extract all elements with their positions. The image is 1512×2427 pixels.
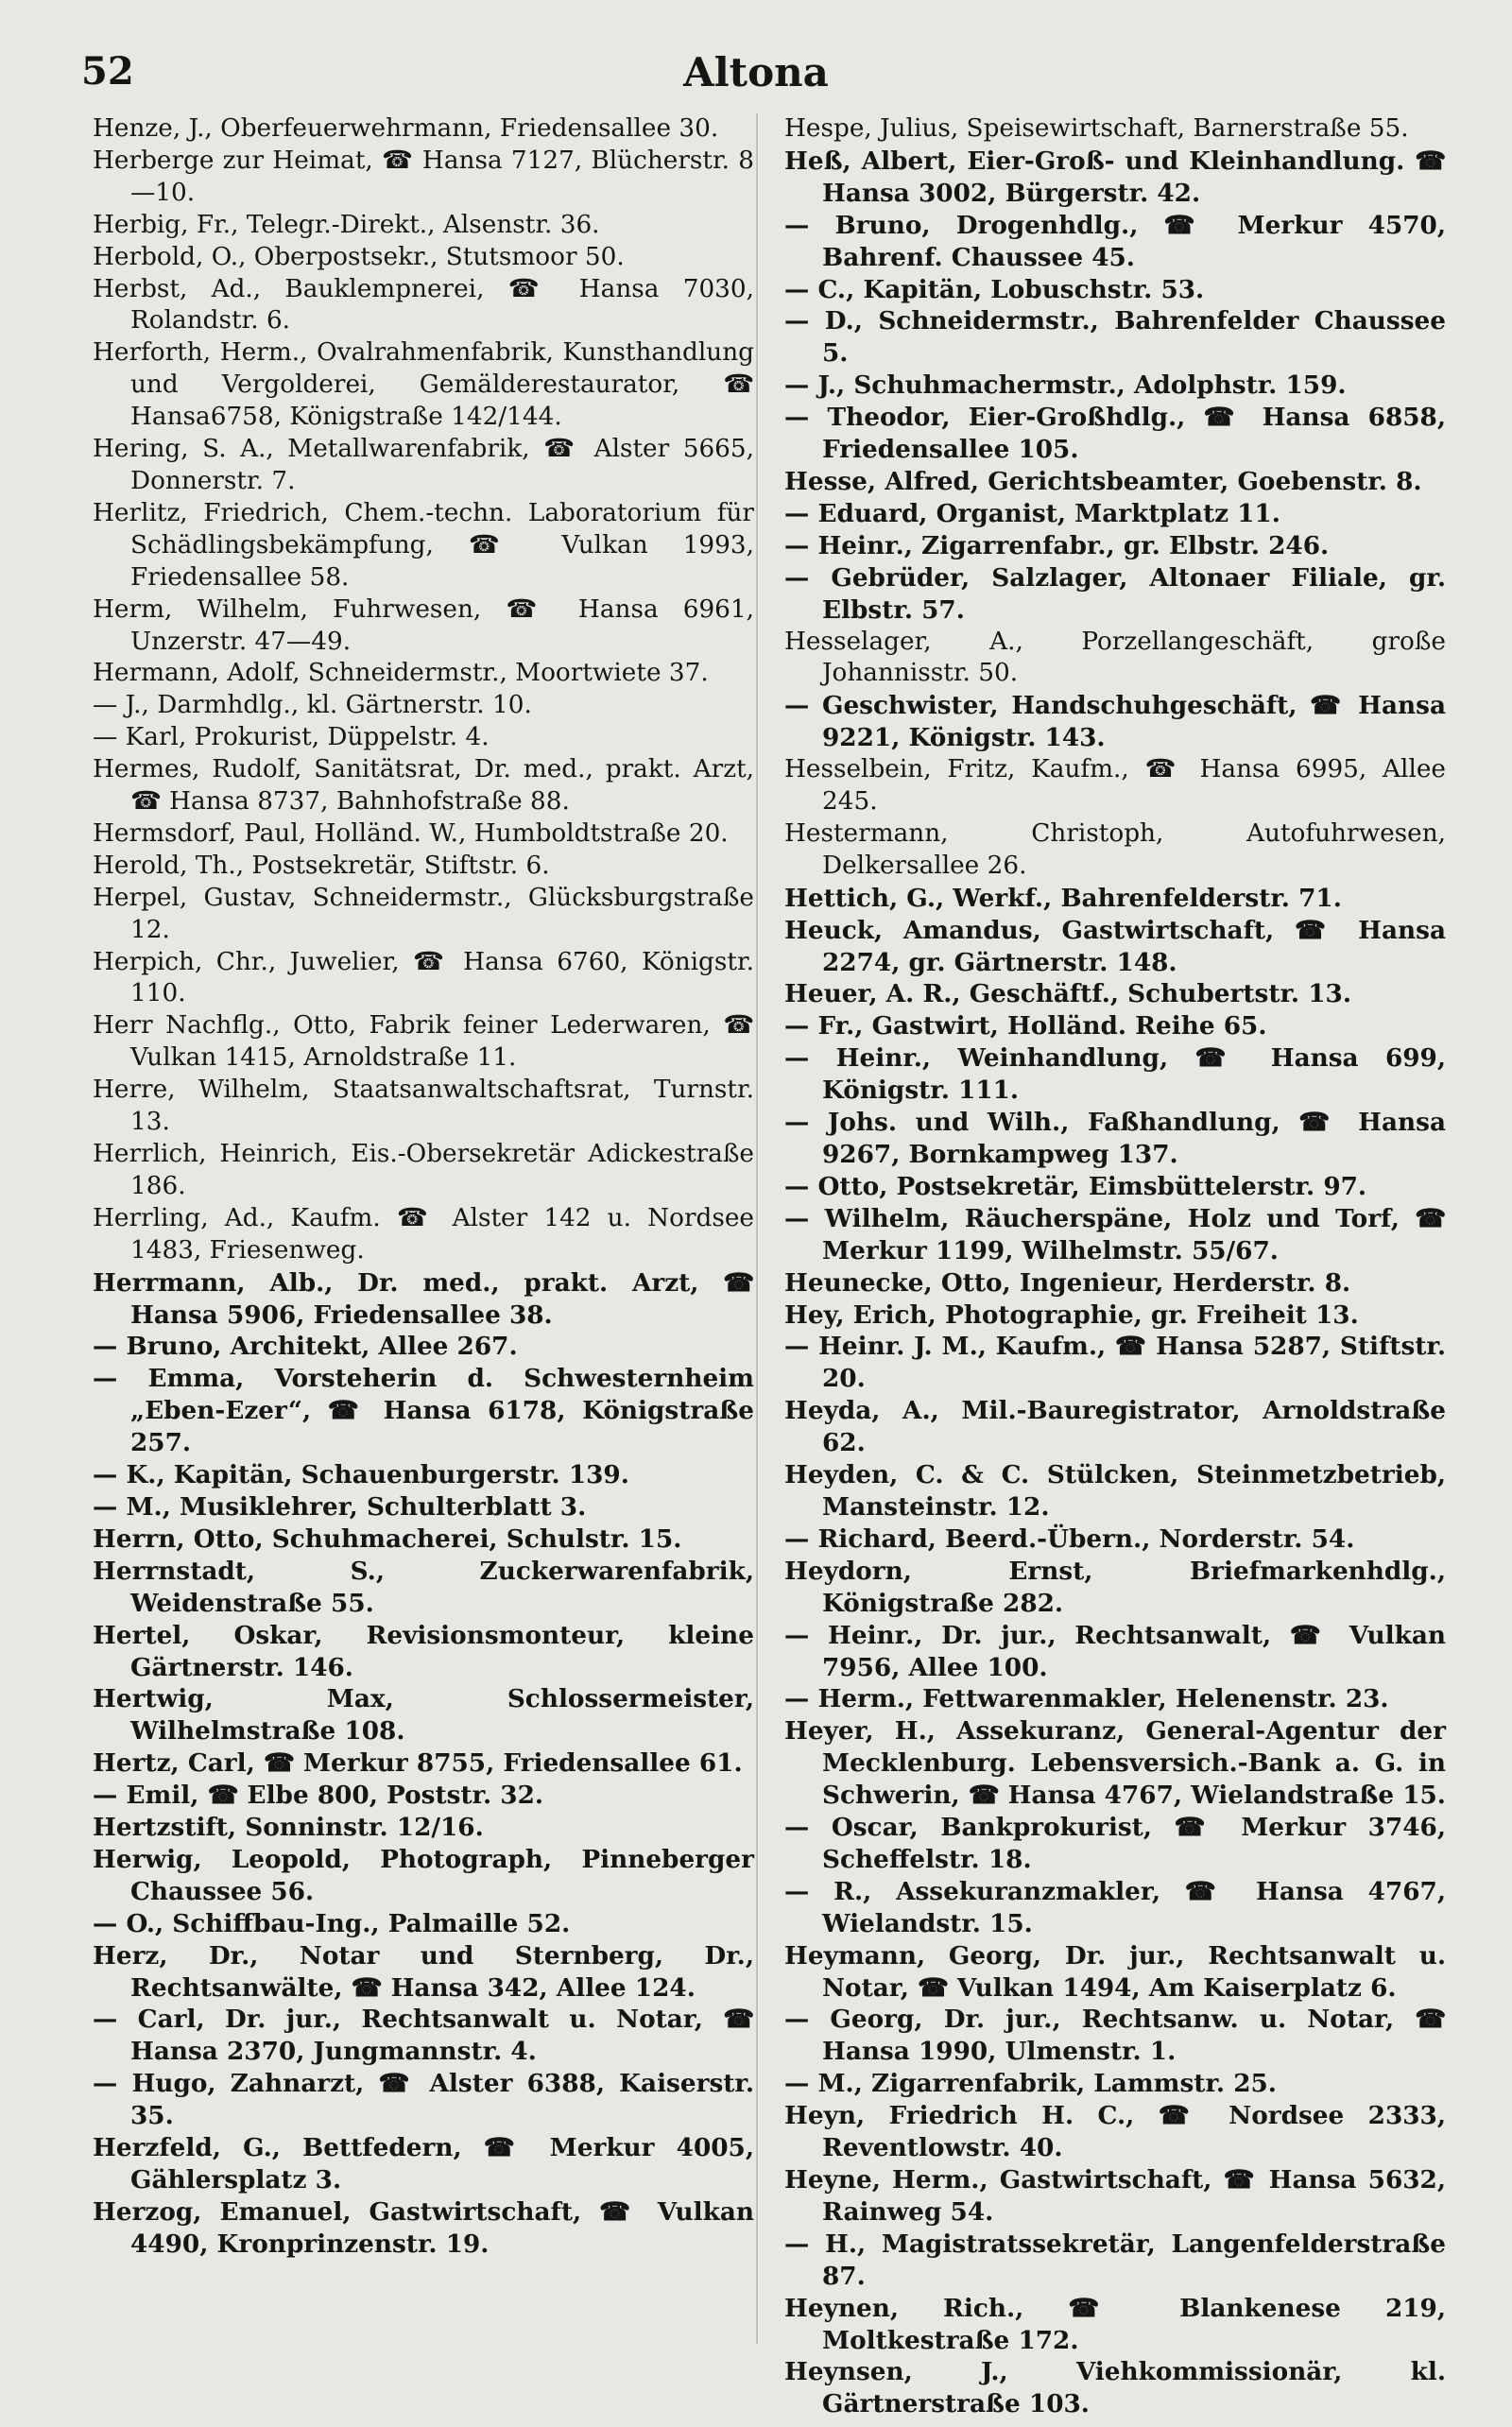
- directory-entry: Hestermann, Christoph, Autofuhrwesen, Delkersallee 26.: [784, 818, 1446, 880]
- directory-entry: Herre, Wilhelm, Staatsanwaltschaftsrat, Turnstr. 13.: [93, 1076, 754, 1137]
- directory-entry: — Emma, Vorsteherin d. Schwesternheim „Eben-Ezer“, ☎ Hansa 6178, Königstraße 257.: [93, 1364, 754, 1458]
- directory-entry: Heuck, Amandus, Gastwirtschaft, ☎ Hansa 2274, gr. Gärtnerstr. 148.: [784, 915, 1446, 977]
- directory-entry: — Herm., Fettwarenmakler, Helenenstr. 23.: [784, 1684, 1389, 1714]
- directory-entry: Herzog, Emanuel, Gastwirtschaft, ☎ Vulkan 4490, Kronprinzenstr. 19.: [93, 2196, 754, 2259]
- directory-entry: Hespe, Julius, Speisewirtschaft, Barnerstraße 55.: [784, 114, 1409, 143]
- directory-entry: Hesselager, A., Porzellangeschäft, große Johannisstr. 50.: [784, 627, 1446, 688]
- directory-entry: Heyn, Friedrich H. C., ☎ Nordsee 2333, Reventlowstr. 40.: [784, 2101, 1446, 2163]
- directory-entry: Herzfeld, G., Bettfedern, ☎ Merkur 4005, Gählersplatz 3.: [93, 2133, 754, 2195]
- directory-entry: Heydorn, Ernst, Briefmarkenhdlg., Königstraße 282.: [784, 1556, 1446, 1618]
- directory-entry: — Emil, ☎ Elbe 800, Poststr. 32.: [93, 1781, 544, 1811]
- directory-entry: Heynsen, J., Viehkommissionär, kl. Gärtnerstraße 103.: [784, 2357, 1446, 2419]
- directory-entry: Heyer, H., Assekuranz, General-Agentur der Mecklenburg. Lebensversich.-Bank a. G. in Schwerin, ☎ Hansa 4767, Wielandstraße 15.: [784, 1716, 1446, 1811]
- directory-entry: Herrling, Ad., Kaufm. ☎ Alster 142 u. Nordsee 1483, Friesenweg.: [93, 1203, 754, 1265]
- directory-entry: — K., Kapitän, Schauenburgerstr. 139.: [93, 1460, 629, 1490]
- directory-entry: — O., Schiffbau-Ing., Palmaille 52.: [93, 1908, 571, 1938]
- directory-entry: — Bruno, Architekt, Allee 267.: [93, 1332, 518, 1362]
- directory-entry: Heunecke, Otto, Ingenieur, Herderstr. 8.: [784, 1267, 1351, 1298]
- directory-entry: — C., Kapitän, Lobuschstr. 53.: [784, 274, 1205, 304]
- directory-entry: — Heinr., Zigarrenfabr., gr. Elbstr. 246.: [784, 530, 1330, 560]
- directory-entry: — Otto, Postsekretär, Eimsbüttelerstr. 97.: [784, 1171, 1367, 1201]
- directory-entry: Herbig, Fr., Telegr.-Direkt., Alsenstr. 36.: [93, 210, 600, 239]
- directory-entry: Hertzstift, Sonninstr. 12/16.: [93, 1813, 484, 1843]
- directory-entry: — Geschwister, Handschuhgeschäft, ☎ Hansa 9221, Königstr. 143.: [784, 691, 1446, 753]
- directory-entry: Hermann, Adolf, Schneidermstr., Moortwiete 37.: [93, 659, 709, 688]
- directory-entry: Herlitz, Friedrich, Chem.-techn. Laboratorium für Schädlingsbekämpfung, ☎ Vulkan 1993, Friedensallee 58.: [93, 498, 754, 592]
- directory-entry: Herrnstadt, S., Zuckerwarenfabrik, Weidenstraße 55.: [93, 1556, 754, 1618]
- directory-entry: Herrn, Otto, Schuhmacherei, Schulstr. 15.: [93, 1523, 682, 1554]
- directory-entry: Herberge zur Heimat, ☎ Hansa 7127, Blücherstr. 8—10.: [93, 146, 754, 207]
- directory-entry: Heyne, Herm., Gastwirtschaft, ☎ Hansa 5632, Rainweg 54.: [784, 2165, 1446, 2227]
- directory-entry: — Hugo, Zahnarzt, ☎ Alster 6388, Kaiserstr. 35.: [93, 2069, 754, 2131]
- directory-entry: Hertz, Carl, ☎ Merkur 8755, Friedensallee 61.: [93, 1748, 743, 1779]
- directory-entry: — Carl, Dr. jur., Rechtsanwalt u. Notar, ☎ Hansa 2370, Jungmannstr. 4.: [93, 2005, 754, 2067]
- directory-entry: Heymann, Georg, Dr. jur., Rechtsanwalt u. Notar, ☎ Vulkan 1494, Am Kaiserplatz 6.: [784, 1940, 1446, 2003]
- page-title: Altona: [683, 49, 829, 95]
- directory-entry: Hering, S. A., Metallwarenfabrik, ☎ Alster 5665, Donnerstr. 7.: [93, 435, 754, 495]
- directory-entry: Hermsdorf, Paul, Holländ. W., Humboldtstraße 20.: [93, 818, 729, 848]
- directory-entry: Heyda, A., Mil.-Bauregistrator, Arnoldstraße 62.: [784, 1396, 1446, 1458]
- directory-entry: — Oscar, Bankprokurist, ☎ Merkur 3746, Scheffelstr. 18.: [784, 1813, 1446, 1874]
- page-header: [81, 49, 1431, 106]
- directory-entry: — Theodor, Eier-Großhdlg., ☎ Hansa 6858, Friedensallee 105.: [784, 403, 1446, 465]
- directory-entry: — Fr., Gastwirt, Holländ. Reihe 65.: [784, 1011, 1267, 1041]
- directory-entry: — Wilhelm, Räucherspäne, Holz und Torf, ☎ Merkur 1199, Wilhelmstr. 55/67.: [784, 1203, 1446, 1265]
- directory-entry: — R., Assekuranzmakler, ☎ Hansa 4767, Wielandstr. 15.: [784, 1876, 1446, 1938]
- directory-entry: — Heinr. J. M., Kaufm., ☎ Hansa 5287, Stiftstr. 20.: [784, 1332, 1446, 1394]
- directory-entry: Herrlich, Heinrich, Eis.-Obersekretär Adickestraße 186.: [93, 1140, 754, 1200]
- directory-entry: Heyden, C. & C. Stülcken, Steinmetzbetrieb, Mansteinstr. 12.: [784, 1460, 1446, 1522]
- directory-entry: Hermes, Rudolf, Sanitätsrat, Dr. med., prakt. Arzt, ☎ Hansa 8737, Bahnhofstraße 88.: [93, 755, 754, 817]
- directory-entry: — J., Schuhmachermstr., Adolphstr. 159.: [784, 370, 1347, 401]
- directory-entry: — Karl, Prokurist, Düppelstr. 4.: [93, 723, 490, 752]
- directory-entry: — H., Magistratssekretär, Langenfelderstraße 87.: [784, 2229, 1446, 2291]
- directory-entry: — M., Musiklehrer, Schulterblatt 3.: [93, 1491, 587, 1522]
- directory-entry: Hertel, Oskar, Revisionsmonteur, kleine Gärtnerstr. 146.: [93, 1620, 754, 1682]
- directory-entry: Herold, Th., Postsekretär, Stiftstr. 6.: [93, 851, 550, 880]
- page-number: 52: [81, 49, 134, 94]
- directory-entry: Herpel, Gustav, Schneidermstr., Glücksburgstraße 12.: [93, 883, 754, 944]
- directory-entry: — Richard, Beerd.-Übern., Norderstr. 54.: [784, 1523, 1355, 1554]
- directory-entry: Henze, J., Oberfeuerwehrmann, Friedensallee 30.: [93, 114, 719, 143]
- directory-entry: Heuer, A. R., Geschäftf., Schubertstr. 13.: [784, 979, 1351, 1009]
- directory-entry: Herbold, O., Oberpostsekr., Stutsmoor 50.: [93, 242, 625, 271]
- left-column: [93, 113, 754, 2261]
- directory-entry: Herpich, Chr., Juwelier, ☎ Hansa 6760, Königstr. 110.: [93, 947, 754, 1008]
- directory-entry: — Heinr., Weinhandlung, ☎ Hansa 699, Königstr. 111.: [784, 1043, 1446, 1106]
- directory-entry: — Eduard, Organist, Marktplatz 11.: [784, 498, 1280, 528]
- directory-entry: Herm, Wilhelm, Fuhrwesen, ☎ Hansa 6961, Unzerstr. 47—49.: [93, 594, 754, 656]
- directory-entry: Hesselbein, Fritz, Kaufm., ☎ Hansa 6995, Allee 245.: [784, 755, 1446, 817]
- directory-entry: Herwig, Leopold, Photograph, Pinneberger Chaussee 56.: [93, 1844, 754, 1906]
- directory-entry: — Georg, Dr. jur., Rechtsanw. u. Notar, ☎ Hansa 1990, Ulmenstr. 1.: [784, 2005, 1446, 2067]
- directory-entry: Heß, Albert, Eier-Groß- und Kleinhandlung. ☎ Hansa 3002, Bürgerstr. 42.: [784, 146, 1446, 208]
- column-divider: [756, 113, 758, 2344]
- directory-entry: Herz, Dr., Notar und Sternberg, Dr., Rechtsanwälte, ☎ Hansa 342, Allee 124.: [93, 1940, 754, 2003]
- directory-entry: Hettich, G., Werkf., Bahrenfelderstr. 71.: [784, 883, 1342, 913]
- directory-entry: Heynen, Rich., ☎ Blankenese 219, Moltkestraße 172.: [784, 2293, 1446, 2355]
- directory-entry: — J., Darmhdlg., kl. Gärtnerstr. 10.: [93, 691, 532, 720]
- directory-entry: Herforth, Herm., Ovalrahmenfabrik, Kunsthandlung und Vergolderei, Gemälderestaurator, ☎ Hansa6758, Königstraße 142/144.: [93, 338, 754, 432]
- right-column: [784, 113, 1446, 2420]
- directory-entry: Hertwig, Max, Schlossermeister, Wilhelmstraße 108.: [93, 1684, 754, 1747]
- directory-entry: Herr Nachflg., Otto, Fabrik feiner Lederwaren, ☎ Vulkan 1415, Arnoldstraße 11.: [93, 1011, 754, 1073]
- directory-entry: Hesse, Alfred, Gerichtsbeamter, Goebenstr. 8.: [784, 466, 1422, 496]
- directory-entry: — Gebrüder, Salzlager, Altonaer Filiale, gr. Elbstr. 57.: [784, 562, 1446, 625]
- directory-entry: — Bruno, Drogenhdlg., ☎ Merkur 4570, Bahrenf. Chaussee 45.: [784, 210, 1446, 272]
- directory-entry: — Heinr., Dr. jur., Rechtsanwalt, ☎ Vulkan 7956, Allee 100.: [784, 1620, 1446, 1682]
- directory-entry: Hey, Erich, Photographie, gr. Freiheit 13.: [784, 1300, 1359, 1330]
- directory-entry: — D., Schneidermstr., Bahrenfelder Chaussee 5.: [784, 306, 1446, 369]
- directory-entry: Herbst, Ad., Bauklempnerei, ☎ Hansa 7030, Rolandstr. 6.: [93, 274, 754, 336]
- directory-entry: Herrmann, Alb., Dr. med., prakt. Arzt, ☎ Hansa 5906, Friedensallee 38.: [93, 1267, 754, 1330]
- directory-entry: — Johs. und Wilh., Faßhandlung, ☎ Hansa 9267, Bornkampweg 137.: [784, 1108, 1446, 1169]
- directory-entry: — M., Zigarrenfabrik, Lammstr. 25.: [784, 2069, 1277, 2099]
